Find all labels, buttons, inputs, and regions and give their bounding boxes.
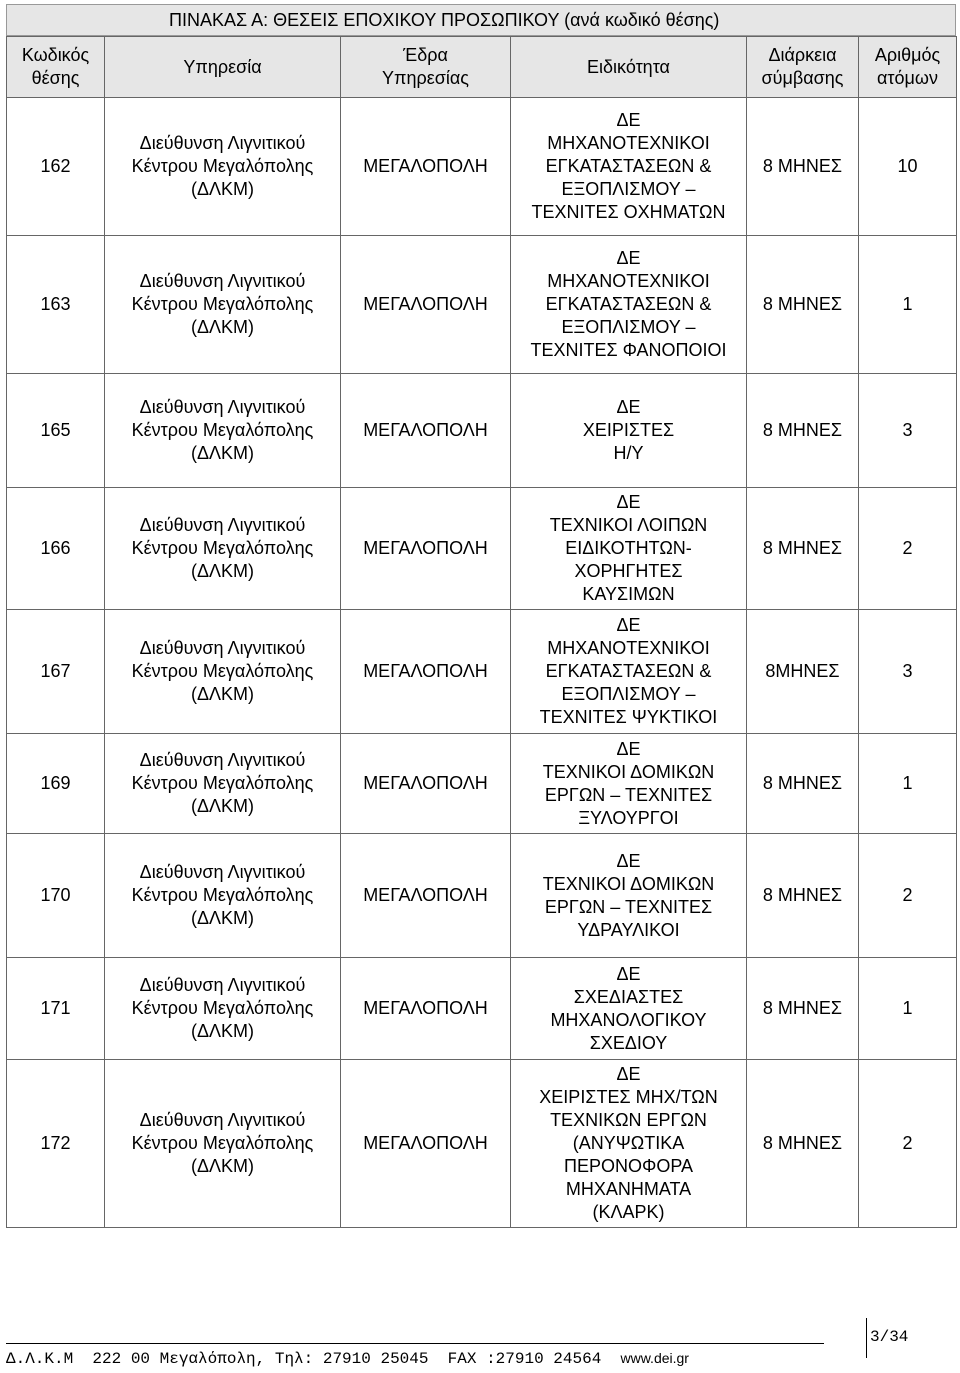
- positions-table: [6, 36, 957, 1228]
- header-duration: Διάρκεια σύμβασης: [747, 37, 859, 98]
- cell-service: Διεύθυνση Λιγνιτικού Κέντρου Μεγαλόπολης (ΔΛΚΜ): [105, 374, 341, 488]
- cell-service: Διεύθυνση Λιγνιτικού Κέντρου Μεγαλόπολης (ΔΛΚΜ): [105, 236, 341, 374]
- table-row: [7, 1060, 957, 1228]
- cell-seat: ΜΕΓΑΛΟΠΟΛΗ: [341, 236, 511, 374]
- cell-count: 3: [859, 374, 957, 488]
- page-title: ΠΙΝΑΚΑΣ Α: ΘΕΣΕΙΣ ΕΠΟΧΙΚΟΥ ΠΡΟΣΩΠΙΚΟΥ (ανά κωδικό θέσης): [6, 4, 956, 36]
- cell-service: Διεύθυνση Λιγνιτικού Κέντρου Μεγαλόπολης (ΔΛΚΜ): [105, 958, 341, 1060]
- footer-contact: Δ.Λ.Κ.Μ 222 00 Μεγαλόπολη, Τηλ: 27910 25045 FAX :27910 24564: [6, 1350, 621, 1368]
- cell-seat: ΜΕΓΑΛΟΠΟΛΗ: [341, 610, 511, 734]
- cell-duration: 8 ΜΗΝΕΣ: [747, 1060, 859, 1228]
- cell-duration: 8 ΜΗΝΕΣ: [747, 236, 859, 374]
- cell-code: 163: [7, 236, 105, 374]
- cell-seat: ΜΕΓΑΛΟΠΟΛΗ: [341, 488, 511, 610]
- cell-code: 171: [7, 958, 105, 1060]
- cell-code: 162: [7, 98, 105, 236]
- page-number-divider: [866, 1318, 867, 1358]
- cell-specialty: ΔΕ ΤΕΧΝΙΚΟΙ ΛΟΙΠΩΝ ΕΙΔΙΚΟΤΗΤΩΝ- ΧΟΡΗΓΗΤΕΣ ΚΑΥΣΙΜΩΝ: [511, 488, 747, 610]
- cell-service: Διεύθυνση Λιγνιτικού Κέντρου Μεγαλόπολης (ΔΛΚΜ): [105, 610, 341, 734]
- cell-count: 2: [859, 1060, 957, 1228]
- cell-seat: ΜΕΓΑΛΟΠΟΛΗ: [341, 734, 511, 834]
- cell-code: 172: [7, 1060, 105, 1228]
- cell-duration: 8 ΜΗΝΕΣ: [747, 958, 859, 1060]
- table-row: [7, 958, 957, 1060]
- cell-duration: 8 ΜΗΝΕΣ: [747, 834, 859, 958]
- cell-specialty: ΔΕ ΣΧΕΔΙΑΣΤΕΣ ΜΗΧΑΝΟΛΟΓΙΚΟΥ ΣΧΕΔΙΟΥ: [511, 958, 747, 1060]
- table-row: [7, 734, 957, 834]
- header-seat: Έδρα Υπηρεσίας: [341, 37, 511, 98]
- cell-service: Διεύθυνση Λιγνιτικού Κέντρου Μεγαλόπολης (ΔΛΚΜ): [105, 734, 341, 834]
- cell-code: 170: [7, 834, 105, 958]
- cell-specialty: ΔΕ ΜΗΧΑΝΟΤΕΧΝΙΚΟΙ ΕΓΚΑΤΑΣΤΑΣΕΩΝ & ΕΞΟΠΛΙΣΜΟΥ – ΤΕΧΝΙΤΕΣ ΟΧΗΜΑΤΩΝ: [511, 98, 747, 236]
- cell-duration: 8ΜΗΝΕΣ: [747, 610, 859, 734]
- header-service: Υπηρεσία: [105, 37, 341, 98]
- cell-code: 165: [7, 374, 105, 488]
- cell-count: 1: [859, 734, 957, 834]
- cell-specialty: ΔΕ ΜΗΧΑΝΟΤΕΧΝΙΚΟΙ ΕΓΚΑΤΑΣΤΑΣΕΩΝ & ΕΞΟΠΛΙΣΜΟΥ – ΤΕΧΝΙΤΕΣ ΦΑΝΟΠΟΙΟΙ: [511, 236, 747, 374]
- cell-code: 167: [7, 610, 105, 734]
- table-row: [7, 98, 957, 236]
- cell-seat: ΜΕΓΑΛΟΠΟΛΗ: [341, 98, 511, 236]
- footer-url: www.dei.gr: [620, 1350, 689, 1366]
- cell-count: 2: [859, 488, 957, 610]
- table-row: [7, 610, 957, 734]
- cell-code: 166: [7, 488, 105, 610]
- table-row: [7, 236, 957, 374]
- cell-duration: 8 ΜΗΝΕΣ: [747, 98, 859, 236]
- footer: [6, 1350, 689, 1368]
- cell-service: Διεύθυνση Λιγνιτικού Κέντρου Μεγαλόπολης (ΔΛΚΜ): [105, 98, 341, 236]
- table-row: [7, 374, 957, 488]
- cell-count: 10: [859, 98, 957, 236]
- cell-duration: 8 ΜΗΝΕΣ: [747, 374, 859, 488]
- header-code: Κωδικός θέσης: [7, 37, 105, 98]
- table-header-row: [7, 37, 957, 98]
- table-row: [7, 834, 957, 958]
- cell-count: 1: [859, 958, 957, 1060]
- cell-count: 1: [859, 236, 957, 374]
- page-number: 3/34: [870, 1328, 909, 1346]
- cell-specialty: ΔΕ ΧΕΙΡΙΣΤΕΣ ΜΗΧ/ΤΩΝ ΤΕΧΝΙΚΩΝ ΕΡΓΩΝ (ΑΝΥΨΩΤΙΚΑ ΠΕΡΟΝΟΦΟΡΑ ΜΗΧΑΝΗΜΑΤΑ (ΚΛΑΡΚ): [511, 1060, 747, 1228]
- cell-duration: 8 ΜΗΝΕΣ: [747, 734, 859, 834]
- header-specialty: Ειδικότητα: [511, 37, 747, 98]
- cell-duration: 8 ΜΗΝΕΣ: [747, 488, 859, 610]
- header-count: Αριθμός ατόμων: [859, 37, 957, 98]
- cell-seat: ΜΕΓΑΛΟΠΟΛΗ: [341, 958, 511, 1060]
- cell-specialty: ΔΕ ΧΕΙΡΙΣΤΕΣ Η/Υ: [511, 374, 747, 488]
- cell-service: Διεύθυνση Λιγνιτικού Κέντρου Μεγαλόπολης (ΔΛΚΜ): [105, 488, 341, 610]
- cell-seat: ΜΕΓΑΛΟΠΟΛΗ: [341, 1060, 511, 1228]
- cell-specialty: ΔΕ ΤΕΧΝΙΚΟΙ ΔΟΜΙΚΩΝ ΕΡΓΩΝ – ΤΕΧΝΙΤΕΣ ΞΥΛΟΥΡΓΟΙ: [511, 734, 747, 834]
- cell-code: 169: [7, 734, 105, 834]
- cell-service: Διεύθυνση Λιγνιτικού Κέντρου Μεγαλόπολης (ΔΛΚΜ): [105, 1060, 341, 1228]
- table-row: [7, 488, 957, 610]
- cell-specialty: ΔΕ ΤΕΧΝΙΚΟΙ ΔΟΜΙΚΩΝ ΕΡΓΩΝ – ΤΕΧΝΙΤΕΣ ΥΔΡΑΥΛΙΚΟΙ: [511, 834, 747, 958]
- cell-count: 2: [859, 834, 957, 958]
- cell-seat: ΜΕΓΑΛΟΠΟΛΗ: [341, 374, 511, 488]
- cell-seat: ΜΕΓΑΛΟΠΟΛΗ: [341, 834, 511, 958]
- cell-count: 3: [859, 610, 957, 734]
- cell-service: Διεύθυνση Λιγνιτικού Κέντρου Μεγαλόπολης (ΔΛΚΜ): [105, 834, 341, 958]
- footer-rule: [6, 1343, 824, 1344]
- cell-specialty: ΔΕ ΜΗΧΑΝΟΤΕΧΝΙΚΟΙ ΕΓΚΑΤΑΣΤΑΣΕΩΝ & ΕΞΟΠΛΙΣΜΟΥ – ΤΕΧΝΙΤΕΣ ΨΥΚΤΙΚΟΙ: [511, 610, 747, 734]
